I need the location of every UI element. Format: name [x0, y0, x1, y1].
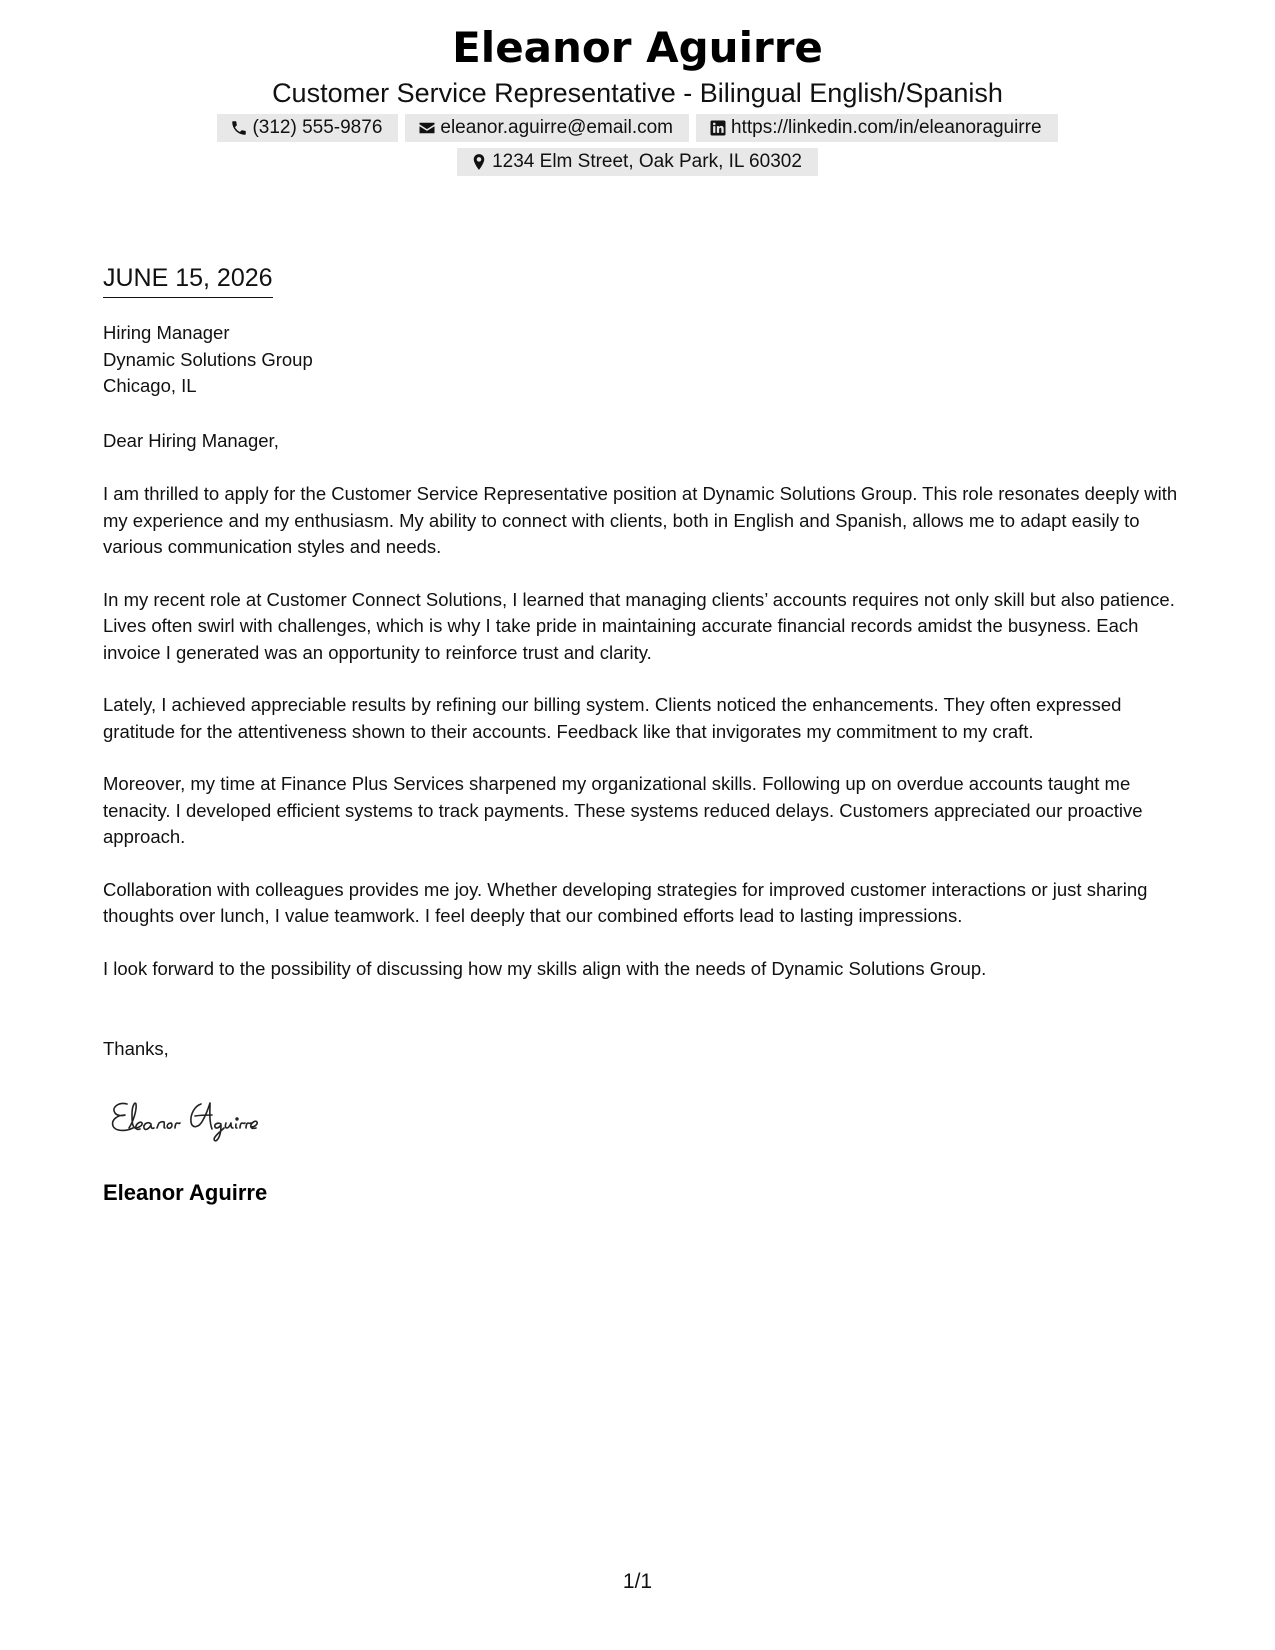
linkedin-icon: [709, 119, 727, 137]
body-paragraph: Moreover, my time at Finance Plus Services sharpened my organizational skills. Following up on overdue accounts taught me tenacity. I developed efficient systems to track payments. These systems reduced delays. Customers appreciated our proactive approach.: [103, 773, 1143, 847]
page-number: 1/1: [622, 1570, 653, 1593]
closing: Thanks,: [103, 1038, 169, 1059]
phone-text: (312) 555-9876: [252, 117, 383, 138]
map-pin-icon: [470, 153, 488, 171]
phone-chip[interactable]: [217, 114, 398, 142]
body-paragraph: Collaboration with colleagues provides me joy. Whether developing strategies for improved customer interactions or just sharing thoughts over lunch, I value teamwork. I feel deeply that our combined efforts lead to lasting impressions.: [103, 878, 1148, 926]
body-paragraph: I am thrilled to apply for the Customer Service Representative position at Dynamic Solutions Group. This role resonates deeply with my experience and my enthusiasm. My ability to connect with clients, both in English and Spanish, allows me to adapt easily to various communication styles and needs.: [103, 483, 1178, 557]
body-paragraph: Lately, I achieved appreciable results by refining our billing system. Clients noticed the enhancements. They often expressed gratitude for the attentiveness shown to their accounts. Feedback like that invigorates my commitment to my craft.: [103, 694, 1122, 742]
address-text: 1234 Elm Street, Oak Park, IL 60302: [492, 151, 802, 172]
email-chip[interactable]: [405, 114, 689, 142]
salutation: Dear Hiring Manager,: [103, 430, 279, 451]
phone-icon: [230, 119, 248, 137]
body-paragraph: In my recent role at Customer Connect Solutions, I learned that managing clients’ accounts requires not only skill but also patience. Lives often swirl with challenges, which is why I take pride in maintaining accurate financial records amidst the busyness. Each invoice I generated was an opportunity to reinforce trust and clarity.: [103, 588, 1175, 663]
email-text: eleanor.aguirre@email.com: [440, 117, 674, 138]
address-chip: [457, 148, 818, 176]
letter-body: [103, 481, 1178, 1008]
signoff-name: Eleanor Aguirre: [103, 1180, 268, 1205]
recipient-line: Chicago, IL: [103, 375, 197, 396]
recipient-line: Hiring Manager: [103, 322, 230, 343]
recipient-block: [103, 320, 1178, 400]
letter-header: [0, 20, 1275, 176]
linkedin-chip[interactable]: [696, 114, 1058, 142]
recipient-line: Dynamic Solutions Group: [103, 348, 313, 370]
letter-date: JUNE 15, 2026: [103, 262, 273, 298]
applicant-name: Eleanor Aguirre: [452, 23, 823, 72]
handwritten-signature: [105, 1090, 365, 1148]
envelope-icon: [418, 119, 436, 137]
contact-row-primary: [0, 114, 1275, 142]
contact-row-secondary: [0, 148, 1275, 176]
linkedin-text: https://linkedin.com/in/eleanoraguirre: [731, 117, 1042, 138]
body-paragraph: I look forward to the possibility of discussing how my skills align with the needs of Dynamic Solutions Group.: [103, 957, 987, 979]
applicant-title: Customer Service Representative - Bilingual English/Spanish: [272, 78, 1003, 108]
